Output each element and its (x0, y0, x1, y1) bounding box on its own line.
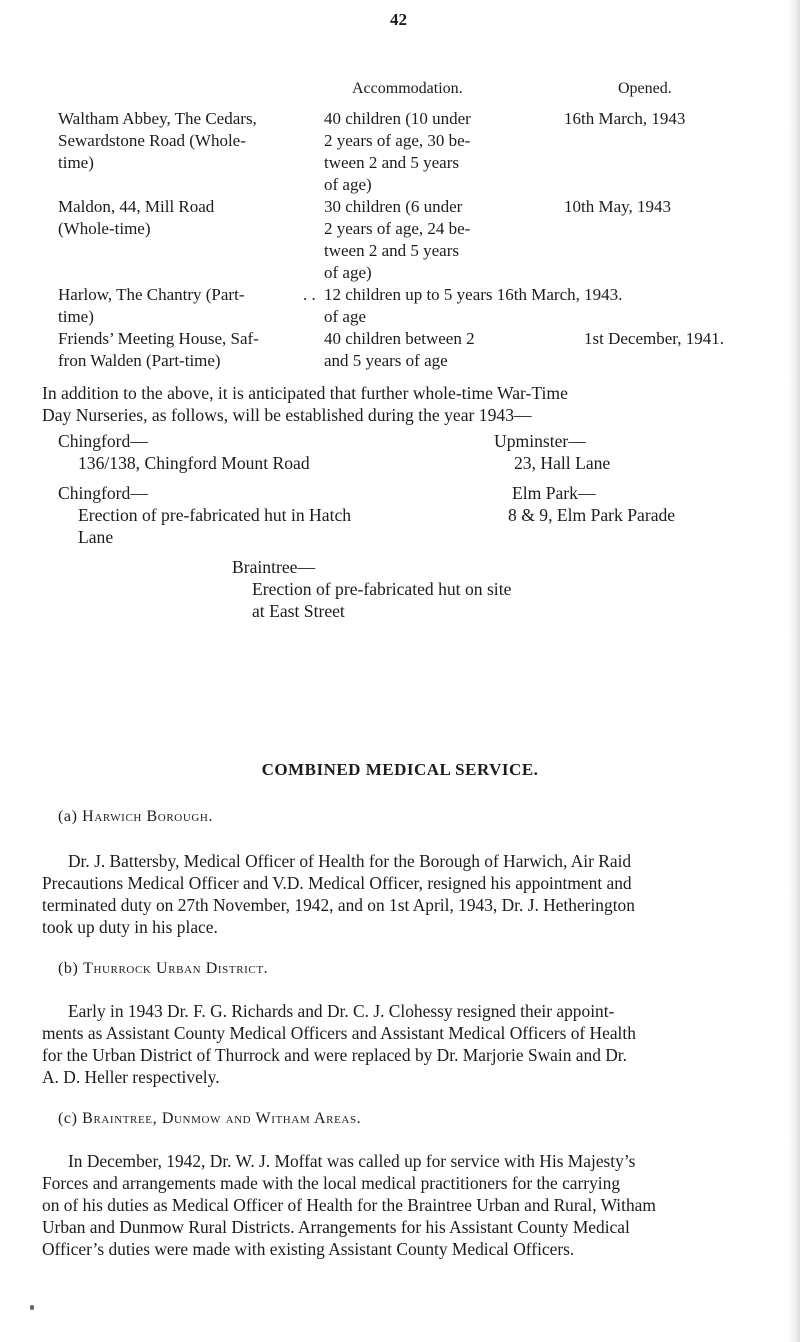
body-line: In December, 1942, Dr. W. J. Moffat was called up for service with His Majesty’s (68, 1151, 636, 1171)
nursery-detail: Erection of pre-fabricated hut in Hatch (78, 505, 352, 525)
section-title: COMBINED MEDICAL SERVICE. (261, 760, 539, 779)
accommodation-line: 40 children (10 under (324, 109, 471, 128)
body-line: for the Urban District of Thurrock and were replaced by Dr. Marjorie Swain and Dr. (42, 1045, 627, 1065)
body-line: A. D. Heller respectively. (42, 1067, 220, 1087)
nursery-detail: Lane (78, 527, 114, 547)
nursery-detail: 136/138, Chingford Mount Road (78, 453, 310, 473)
ink-speck (30, 1305, 34, 1310)
accommodation-line: 30 children (6 under (324, 197, 463, 216)
nursery-town: Chingford— (58, 483, 148, 503)
subsection-title: Harwich Borough. (82, 808, 214, 825)
table-row-opened: 1st December, 1941. (584, 329, 725, 348)
nursery-town: Braintree— (232, 557, 316, 577)
table-row-place (58, 108, 318, 174)
place-line: Harlow, The Chantry (Part- (58, 285, 245, 304)
table-row-accommodation (324, 328, 544, 372)
nursery-entry (58, 430, 310, 474)
page-edge-shadow (788, 0, 800, 1342)
page-number: 42 (390, 10, 407, 29)
place-line: Sewardstone Road (Whole- (58, 131, 246, 150)
table-row-accommodation (324, 196, 544, 284)
column-header-opened: Opened. (618, 80, 672, 97)
paragraph-line: In addition to the above, it is anticipated that further whole-time War-Time (42, 383, 568, 403)
addition-paragraph (42, 382, 792, 426)
subsection-body-thurrock (42, 1000, 792, 1088)
subsection-body-harwich (42, 850, 792, 938)
place-line: time) (58, 307, 94, 326)
column-header-accommodation: Accommodation. (352, 80, 463, 97)
subsection-heading-harwich (58, 808, 213, 826)
subsection-title: Braintree, Dunmow and Witham Areas. (82, 1110, 362, 1127)
nursery-detail: at East Street (252, 601, 345, 621)
accommodation-line: 2 years of age, 30 be- (324, 131, 471, 150)
leader-dots: . . (303, 285, 316, 304)
place-line: Friends’ Meeting House, Saf- (58, 329, 259, 348)
accommodation-line: 40 children between 2 (324, 329, 475, 348)
body-line: ments as Assistant County Medical Officers and Assistant Medical Officers of Health (42, 1023, 636, 1043)
place-line: Maldon, 44, Mill Road (58, 197, 215, 216)
body-line: Officer’s duties were made with existing Assistant County Medical Officers. (42, 1239, 575, 1259)
paragraph-line: Day Nurseries, as follows, will be established during the year 1943— (42, 405, 532, 425)
table-row-place (58, 284, 318, 328)
accommodation-line: tween 2 and 5 years (324, 153, 460, 172)
body-line: Urban and Dunmow Rural Districts. Arrangements for his Assistant County Medical (42, 1217, 630, 1237)
nursery-entry (232, 556, 511, 622)
subsection-label: (a) (58, 808, 78, 825)
accommodation-line: and 5 years of age (324, 351, 448, 370)
place-line: time) (58, 153, 94, 172)
body-line: Early in 1943 Dr. F. G. Richards and Dr. C. J. Clohessy resigned their appoint- (68, 1001, 615, 1021)
nursery-entry (494, 430, 610, 474)
table-row-place (58, 196, 318, 240)
accommodation-line: of age) (324, 175, 372, 194)
nursery-town: Elm Park— (512, 483, 596, 503)
table-row-accommodation (324, 284, 764, 328)
table-row-opened: 16th March, 1943 (564, 109, 686, 128)
body-line: Dr. J. Battersby, Medical Officer of Health for the Borough of Harwich, Air Raid (68, 851, 632, 871)
nursery-entry (508, 482, 676, 526)
nursery-detail: 23, Hall Lane (514, 453, 611, 473)
accommodation-line: of age) (324, 263, 372, 282)
subsection-heading-thurrock (58, 960, 268, 978)
subsection-heading-braintree (58, 1110, 361, 1128)
nursery-detail: 8 & 9, Elm Park Parade (508, 505, 676, 525)
accommodation-line: tween 2 and 5 years (324, 241, 460, 260)
nursery-entry (58, 482, 351, 548)
nursery-town: Chingford— (58, 431, 148, 451)
place-line: (Whole-time) (58, 219, 151, 238)
subsection-title: Thurrock Urban District. (83, 960, 269, 977)
table-row-place (58, 328, 318, 372)
place-line: Waltham Abbey, The Cedars, (58, 109, 257, 128)
subsection-label: (b) (58, 960, 79, 977)
body-line: Precautions Medical Officer and V.D. Medical Officer, resigned his appointment and (42, 873, 632, 893)
nursery-detail: Erection of pre-fabricated hut on site (252, 579, 512, 599)
accommodation-line: 2 years of age, 24 be- (324, 219, 471, 238)
body-line: terminated duty on 27th November, 1942, and on 1st April, 1943, Dr. J. Hetherington (42, 895, 635, 915)
table-row-accommodation (324, 108, 544, 196)
body-line: took up duty in his place. (42, 917, 218, 937)
body-line: Forces and arrangements made with the local medical practitioners for the carrying (42, 1173, 621, 1193)
accommodation-line: of age (324, 307, 367, 326)
body-line: on of his duties as Medical Officer of Health for the Braintree Urban and Rural, Witham (42, 1195, 656, 1215)
table-row-opened: 10th May, 1943 (564, 197, 672, 216)
accommodation-line: 12 children up to 5 years 16th March, 1943. (324, 285, 623, 304)
nursery-town: Upminster— (494, 431, 586, 451)
subsection-label: (c) (58, 1110, 78, 1127)
place-line: fron Walden (Part-time) (58, 351, 221, 370)
subsection-body-braintree (42, 1150, 792, 1260)
